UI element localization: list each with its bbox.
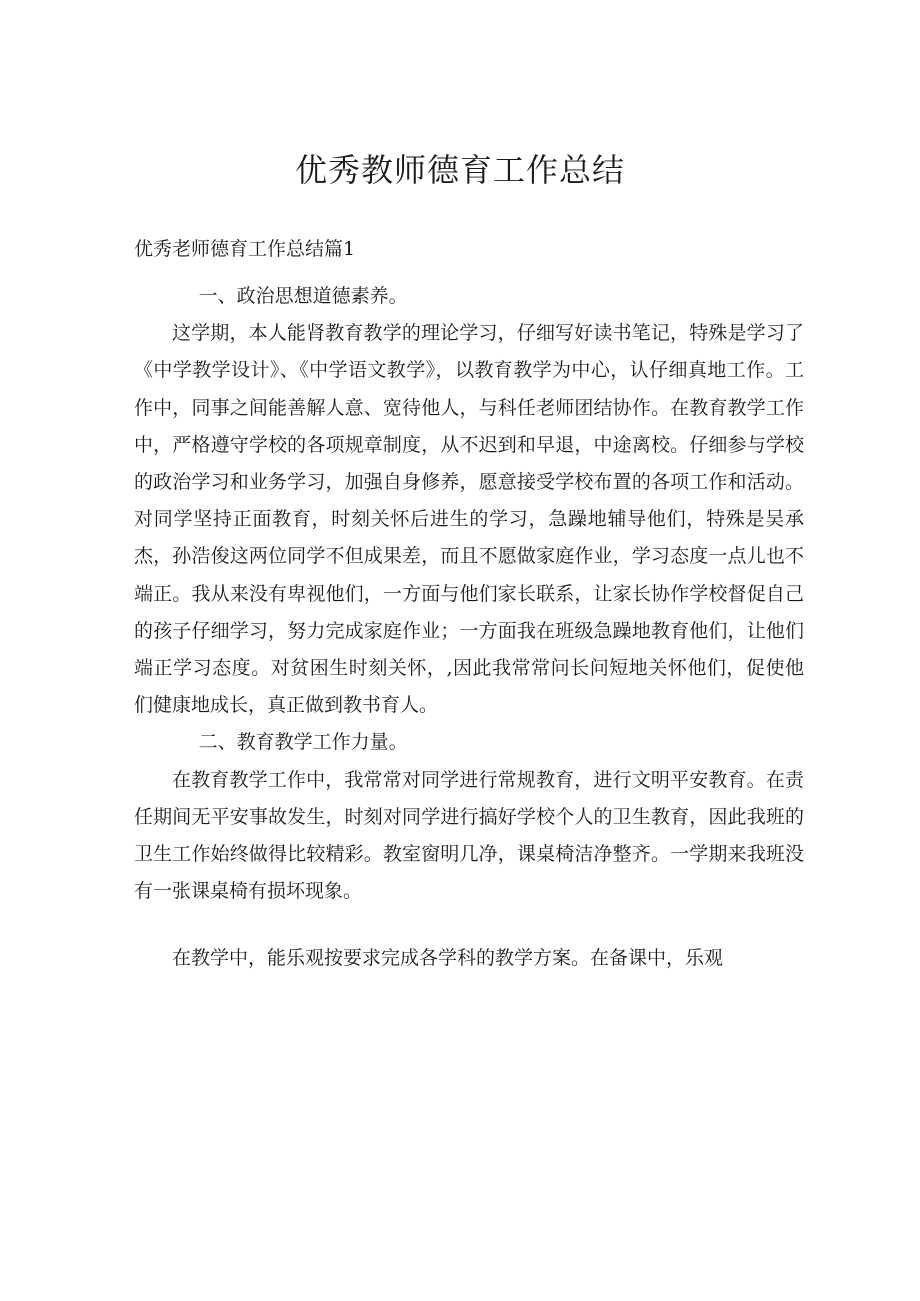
section-heading-teaching: 二、教育教学工作力量。: [198, 731, 408, 754]
paragraph-lesson-plan: 在教学中，能乐观按要求完成各学科的教学方案。在备课中，乐观: [172, 947, 724, 970]
paragraph-politics: 这学期，本人能肾教育教学的理论学习，仔细写好读书笔记，特殊是学习了《中学教学设计》、《中学语文教学》，以教育教学为中心，认仔细真地工作。工作中，同事之间能善解人意、宽待他人，与科任老师团结协作。在教育教学工作中，严格遵守学校的各项规章制度，从不迟到和早退，中途离校。仔细参与学校的政治学习和业务学习，加强自身修养，愿意接受学校布置的各项工作和活动。对同学坚持正面教育，时刻关怀后进生的学习，急躁地辅导他们，特殊是吴承杰，孙浩俊这两位同学不但成果差，而且不愿做家庭作业，学习态度一点儿也不端正。我从来没有卑视他们，一方面与他们家长联系，让家长协作学校督促自己的孩子仔细学习，努力完成家庭作业；一方面我在班级急躁地教育他们，让他们端正学习态度。对贫困生时刻关怀，,因此我常常问长问短地关怀他们，促使他们健康地成长，真正做到教书育人。: [134, 322, 804, 717]
section-heading-politics: 一、政治思想道德素养。: [198, 285, 408, 307]
document-subtitle: 优秀老师德育工作总结篇1: [134, 238, 356, 260]
document-body: [134, 278, 804, 978]
paragraph-teaching: 在教育教学工作中，我常常对同学进行常规教育，进行文明平安教育。在责任期间无平安事故发生，时刻对同学进行搞好学校个人的卫生教育，因此我班的卫生工作始终做得比较精彩。教室窗明几净，课桌椅洁净整齐。一学期来我班没有一张课桌椅有损坏现象。: [134, 768, 804, 903]
document-title: 优秀教师德育工作总结: [294, 151, 625, 189]
